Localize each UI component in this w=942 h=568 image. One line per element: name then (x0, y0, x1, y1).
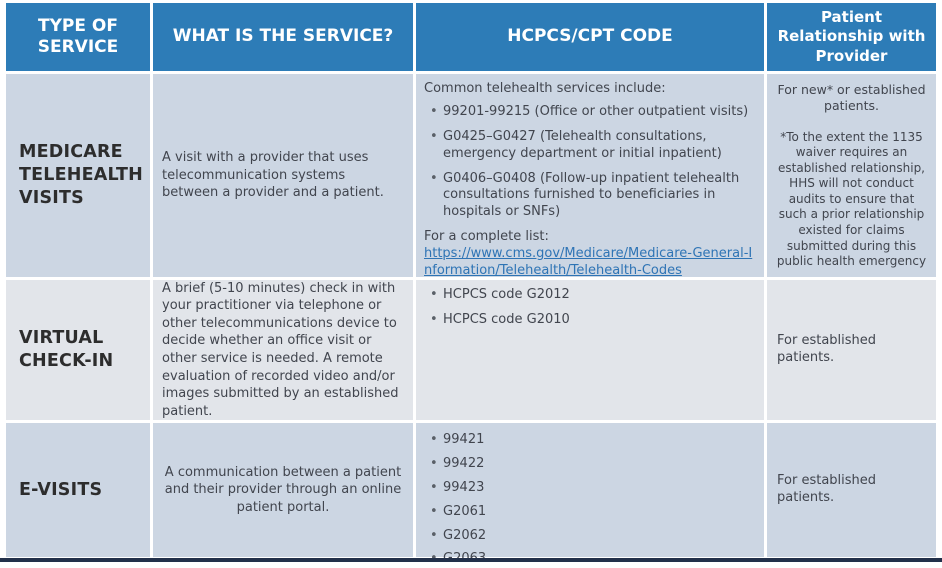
code-item: • 99421 (424, 432, 756, 449)
code-item: • 99201-99215 (Office or other outpatient visits) (424, 104, 756, 121)
header-type-of-service: TYPE OF SERVICE (6, 3, 150, 71)
codes-list (424, 287, 756, 329)
codes-list (424, 104, 756, 221)
row-virtual-type: VIRTUAL CHECK-IN (6, 280, 150, 420)
row-evisits-codes (416, 423, 764, 557)
code-item: • 99423 (424, 480, 756, 497)
complete-list-label: For a complete list: (424, 229, 549, 245)
relationship-note: *To the extent the 1135 waiver requires an established relationship, HHS will not conduct audits to ensure that such a prior relationship existed for claims submitted during this public health emergency (776, 129, 927, 269)
codes-intro: Common telehealth services include: (424, 81, 666, 96)
row-evisits-description: A communication between a patient and their provider through an online patient portal. (153, 423, 413, 557)
header-hcpcs-cpt-code: HCPCS/CPT CODE (416, 3, 764, 71)
row-evisits-type: E-VISITS (6, 423, 150, 557)
row-virtual-codes (416, 280, 764, 420)
code-item: • G0406–G0408 (Follow-up inpatient telehealth consultations furnished to beneficiaries in hospitals or SNFs) (424, 171, 756, 222)
header-what-is-the-service: WHAT IS THE SERVICE? (153, 3, 413, 71)
row-virtual-description: A brief (5-10 minutes) check in with your practitioner via telephone or other telecommunications device to decide whether an office visit or other service is needed. A remote evaluation of recorded video and/or images submitted by an established patient. (153, 280, 413, 420)
relationship-text: For established patients. (777, 333, 877, 365)
code-item: • 99422 (424, 456, 756, 473)
bottom-accent-bar (0, 558, 942, 562)
row-medicare-codes (416, 74, 764, 277)
header-patient-relationship: Patient Relationship with Provider (767, 3, 936, 71)
complete-list-block (424, 229, 756, 280)
row-medicare-relationship (767, 74, 936, 277)
code-item: • G2061 (424, 504, 756, 521)
code-item: • HCPCS code G2010 (424, 312, 756, 329)
row-evisits-relationship (767, 423, 936, 557)
relationship-text: For established patients. (777, 473, 877, 505)
row-virtual-relationship (767, 280, 936, 420)
code-item: • G0425–G0427 (Telehealth consultations, emergency department or initial inpatient) (424, 129, 756, 163)
cms-telehealth-codes-link[interactable]: https://www.cms.gov/Medicare/Medicare-General-Information/Telehealth/Telehealth-Codes (424, 246, 753, 279)
code-item: • HCPCS code G2012 (424, 287, 756, 304)
row-medicare-type: MEDICARE TELEHEALTH VISITS (6, 74, 150, 277)
telehealth-services-table (6, 3, 936, 557)
row-medicare-description: A visit with a provider that uses telecommunication systems between a provider and a patient. (153, 74, 413, 277)
codes-list (424, 432, 756, 568)
relationship-text: For new* or established patients. (777, 82, 926, 114)
code-item: • G2062 (424, 528, 756, 545)
